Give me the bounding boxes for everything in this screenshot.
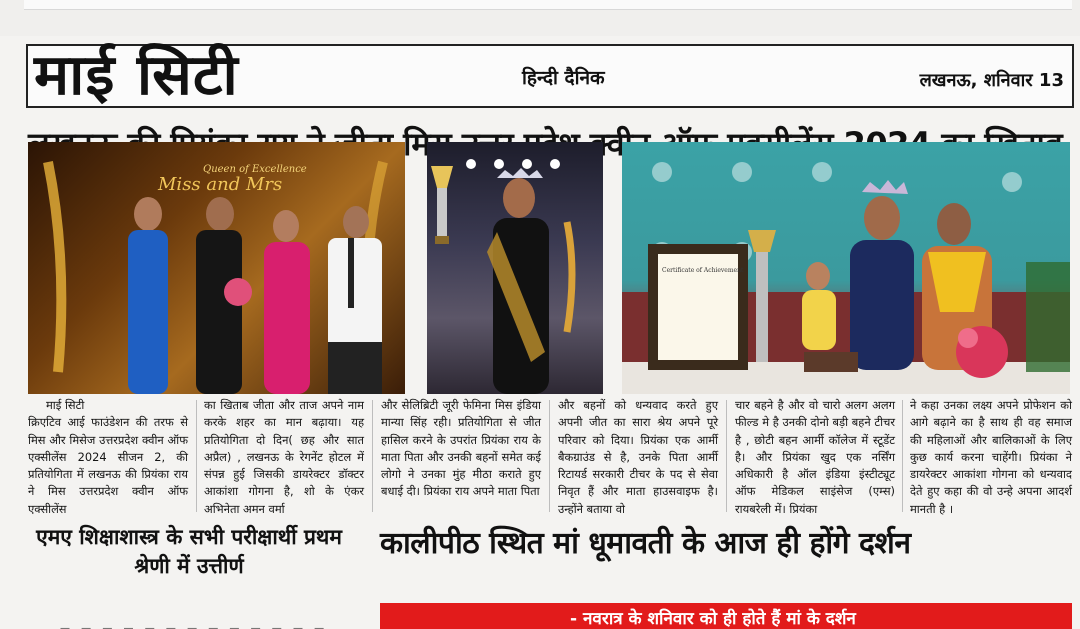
column-divider <box>902 400 903 512</box>
photo-stage-group <box>28 142 405 394</box>
story3-subheadline: - नवरात्र के शनिवार को ही होते हैं मां के दर्शन <box>570 609 856 629</box>
masthead-tagline: हिन्दी दैनिक <box>522 67 605 89</box>
masthead <box>26 44 1074 108</box>
article-column-1 <box>28 397 188 518</box>
column-divider <box>196 400 197 512</box>
article-dateline: माई सिटी <box>46 398 85 412</box>
masthead-dateline: लखनऊ, शनिवार 13 <box>919 70 1064 91</box>
stage-banner-top: Queen of Excellence <box>203 164 307 175</box>
main-headline: क्वीन <box>589 125 650 163</box>
photo-winner-trophy <box>427 142 603 394</box>
stage-banner-text: Miss and Mrs <box>158 174 283 195</box>
article-column-5: चार बहने है और वो चारो अलग अलग फील्ड मे है उनकी दोनो बड़ी बहने टीचर है , छोटी बहन आर्मी कॉलेज में स्टूडेंट है। और प्रियंका खुद एक नर्सिंग अधिकारी है ऑल इंडिया इंस्टीट्यूट ऑफ मेडिकल साइंसेज (एम्स) रायबरेली में। प्रियंका <box>735 398 895 516</box>
column-divider <box>549 400 550 512</box>
photo-family-certificate <box>622 142 1070 394</box>
article-column-3: और सेलिब्रिटी जूरी फेमिना मिस इंडिया मान्या सिंह रही। प्रतियोगिता से जीत हासिल करने के उपरांत प्रियंका राय के माता पिता और उनकी बहनों समेत कई लोगो ने उनका मुंह मीठा कराते हुए बधाई दी। प्रियंका राय अपने माता पिता <box>381 398 541 499</box>
article-column-4: और बहनों को धन्यवाद करते हुए अपनी जीत का सारा श्रेय अपने पूरे परिवार को दिया। प्रियंका एक आर्मी बैकग्राउंड से है, उनके पिता आर्मी रिटायर्ड सरकारी टीचर के पद से सेवा निवृत हैं और माता हाउसवाइफ है। उन्होंने बताया वो <box>558 398 718 516</box>
article-column-6: ने कहा उनका लक्ष्य अपने प्रोफेशन को आगे बढ़ाने का है साथ ही वह समाज की महिलाओं और बालिकाओं के लिए कुछ कार्य करना चाहेंगी। प्रियंका ने डायरेक्टर आकांशा गोगना को धन्यवाद देते हुए कहा की वो उन्हे अपना आदर्श मानती है । <box>910 398 1072 516</box>
previous-page-strip <box>24 0 1072 10</box>
story2-headline: एमए शिक्षाशास्त्र के सभी परीक्षार्थी प्रथम श्रेणी में उत्तीर्ण <box>36 525 342 578</box>
story3-subheadline-bar <box>380 603 1072 629</box>
story3-headline: कालीपीठ स्थित मां धूमावती के आज ही होंगे दर्शन <box>380 526 911 561</box>
masthead-logo: माई सिटी <box>34 43 239 108</box>
article-body <box>0 397 1080 517</box>
article-column-2: का खिताब जीता और ताज अपने नाम करके शहर का मान बढ़ाया। यह प्रतियोगिता दो दिन( छह और सात अप्रैल) , लखनऊ के रेगनेंट होटल में संपन्न हुई जिसकी डायरेक्टर डॉक्टर आकांशा गोगना है, शो के एंकर अभिनेता अमन वर्मा <box>204 398 364 516</box>
certificate-text: Certificate of Achievement <box>662 267 744 274</box>
newspaper-page <box>0 36 1080 629</box>
story2-text-fragment: — — — — — — — — — — — — — <box>60 623 329 629</box>
column-divider <box>372 400 373 512</box>
article-column-1-text: क्रिएटिव आई फाउंडेशन की तरफ से मिस और मिसेज उत्तरप्रदेश क्वीन ऑफ एक्सीलेंस 2024 सीजन 2, की प्रतियोगिता में लखनऊ की प्रियंका राय ने मिस उत्तरप्रदेश क्वीन ऑफ एक्सीलेंस <box>28 415 188 516</box>
column-divider <box>726 400 727 512</box>
